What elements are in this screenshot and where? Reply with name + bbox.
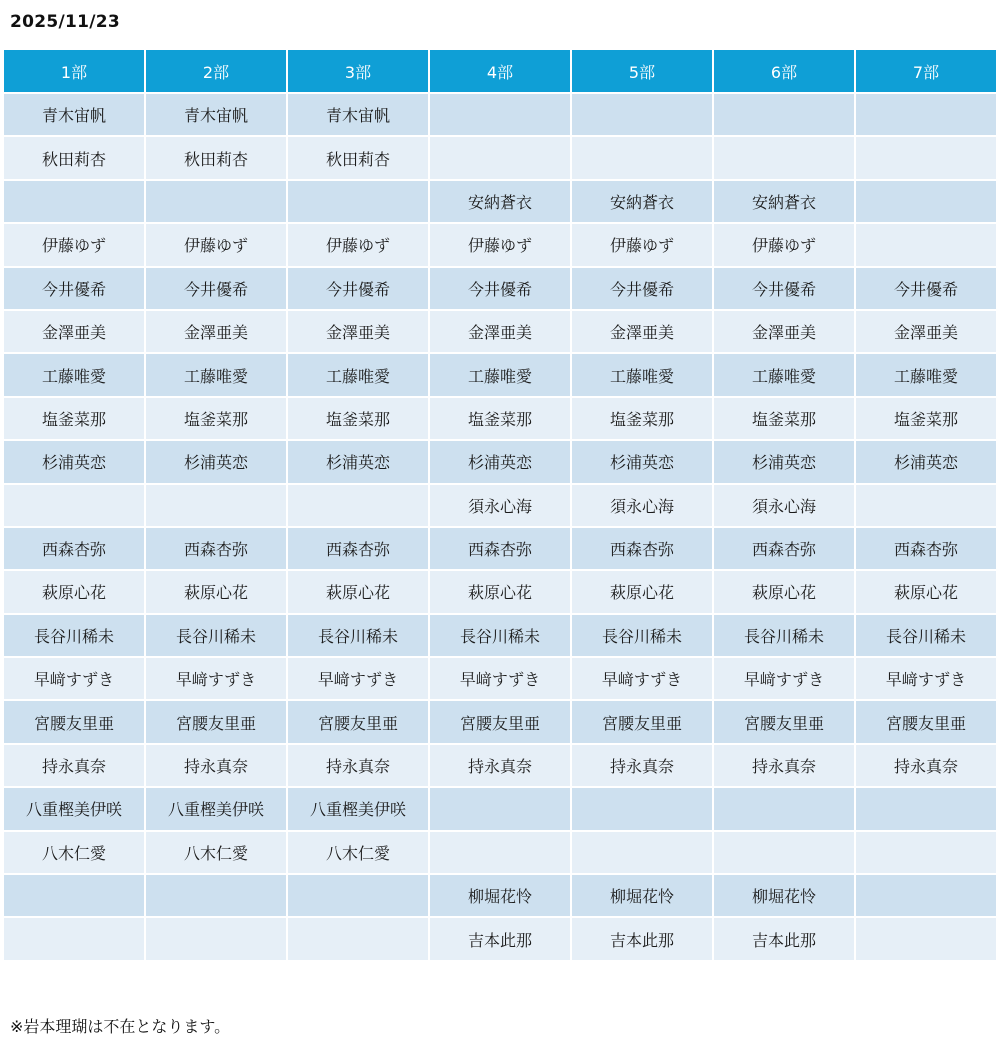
- member-cell: 秋田莉杏: [3, 136, 145, 179]
- column-header-5: 5部: [571, 49, 713, 93]
- member-cell: [855, 787, 997, 830]
- member-cell: 塩釜菜那: [145, 397, 287, 440]
- table-row: [3, 874, 997, 917]
- member-cell: 須永心海: [571, 484, 713, 527]
- member-cell: 長谷川稀未: [713, 614, 855, 657]
- member-cell: 八木仁愛: [3, 831, 145, 874]
- member-cell: 伊藤ゆず: [713, 223, 855, 266]
- member-cell: 秋田莉杏: [145, 136, 287, 179]
- table-row: [3, 831, 997, 874]
- table-row: [3, 787, 997, 830]
- member-cell: 持永真奈: [571, 744, 713, 787]
- member-cell: [429, 787, 571, 830]
- member-cell: 杉浦英恋: [713, 440, 855, 483]
- member-cell: 安納蒼衣: [429, 180, 571, 223]
- member-cell: 早﨑すずき: [429, 657, 571, 700]
- member-cell: [287, 917, 429, 960]
- table-row: [3, 657, 997, 700]
- member-cell: 萩原心花: [571, 570, 713, 613]
- member-cell: 伊藤ゆず: [3, 223, 145, 266]
- member-cell: 金澤亜美: [571, 310, 713, 353]
- member-cell: 塩釜菜那: [571, 397, 713, 440]
- member-cell: 萩原心花: [855, 570, 997, 613]
- member-cell: 杉浦英恋: [145, 440, 287, 483]
- member-cell: 塩釜菜那: [3, 397, 145, 440]
- member-cell: [855, 917, 997, 960]
- member-cell: 宮腰友里亜: [145, 700, 287, 743]
- member-cell: 安納蒼衣: [571, 180, 713, 223]
- member-cell: 宮腰友里亜: [713, 700, 855, 743]
- table-row: [3, 310, 997, 353]
- member-cell: 持永真奈: [713, 744, 855, 787]
- member-cell: 青木宙帆: [145, 93, 287, 136]
- member-cell: [571, 136, 713, 179]
- member-cell: 杉浦英恋: [429, 440, 571, 483]
- member-cell: 工藤唯愛: [145, 353, 287, 396]
- member-cell: 塩釜菜那: [855, 397, 997, 440]
- absence-note: ※岩本理瑚は不在となります。: [10, 1017, 231, 1036]
- member-cell: 伊藤ゆず: [287, 223, 429, 266]
- member-cell: 金澤亜美: [713, 310, 855, 353]
- member-cell: 杉浦英恋: [287, 440, 429, 483]
- member-cell: [713, 93, 855, 136]
- member-cell: 今井優希: [713, 267, 855, 310]
- member-cell: 早﨑すずき: [571, 657, 713, 700]
- member-cell: [713, 787, 855, 830]
- member-cell: 萩原心花: [145, 570, 287, 613]
- member-cell: 西森杏弥: [145, 527, 287, 570]
- member-cell: 持永真奈: [429, 744, 571, 787]
- table-row: [3, 440, 997, 483]
- table-body: [3, 93, 997, 961]
- member-cell: 西森杏弥: [287, 527, 429, 570]
- column-header-1: 1部: [3, 49, 145, 93]
- table-row: [3, 267, 997, 310]
- schedule-date: 2025/11/23: [10, 12, 121, 32]
- member-cell: 伊藤ゆず: [571, 223, 713, 266]
- member-cell: 持永真奈: [3, 744, 145, 787]
- member-cell: 持永真奈: [287, 744, 429, 787]
- member-cell: [287, 484, 429, 527]
- member-cell: [3, 874, 145, 917]
- member-cell: 長谷川稀未: [855, 614, 997, 657]
- member-cell: [855, 93, 997, 136]
- member-cell: [287, 180, 429, 223]
- member-cell: [571, 787, 713, 830]
- member-cell: [855, 831, 997, 874]
- member-cell: 杉浦英恋: [855, 440, 997, 483]
- member-cell: 工藤唯愛: [3, 353, 145, 396]
- member-cell: [855, 484, 997, 527]
- member-cell: 宮腰友里亜: [287, 700, 429, 743]
- member-cell: 青木宙帆: [287, 93, 429, 136]
- member-cell: 西森杏弥: [855, 527, 997, 570]
- member-cell: 金澤亜美: [429, 310, 571, 353]
- member-cell: 工藤唯愛: [713, 353, 855, 396]
- member-cell: 今井優希: [287, 267, 429, 310]
- member-cell: 伊藤ゆず: [429, 223, 571, 266]
- member-cell: 宮腰友里亜: [571, 700, 713, 743]
- member-cell: [145, 180, 287, 223]
- member-cell: 今井優希: [3, 267, 145, 310]
- table-row: [3, 700, 997, 743]
- member-cell: [145, 917, 287, 960]
- member-cell: 青木宙帆: [3, 93, 145, 136]
- member-cell: 伊藤ゆず: [145, 223, 287, 266]
- table-row: [3, 93, 997, 136]
- member-cell: 秋田莉杏: [287, 136, 429, 179]
- member-cell: 宮腰友里亜: [3, 700, 145, 743]
- table-row: [3, 484, 997, 527]
- member-cell: 塩釜菜那: [713, 397, 855, 440]
- member-cell: [3, 917, 145, 960]
- member-cell: 長谷川稀未: [429, 614, 571, 657]
- table-row: [3, 744, 997, 787]
- member-cell: 柳堀花怜: [429, 874, 571, 917]
- member-cell: [429, 93, 571, 136]
- member-cell: 柳堀花怜: [713, 874, 855, 917]
- member-cell: 早﨑すずき: [3, 657, 145, 700]
- column-header-3: 3部: [287, 49, 429, 93]
- member-cell: 八木仁愛: [287, 831, 429, 874]
- member-cell: 吉本此那: [429, 917, 571, 960]
- member-cell: 今井優希: [429, 267, 571, 310]
- member-cell: 吉本此那: [713, 917, 855, 960]
- member-cell: 西森杏弥: [713, 527, 855, 570]
- member-cell: 早﨑すずき: [287, 657, 429, 700]
- member-cell: 杉浦英恋: [3, 440, 145, 483]
- member-cell: 八木仁愛: [145, 831, 287, 874]
- member-cell: 金澤亜美: [287, 310, 429, 353]
- member-cell: 早﨑すずき: [145, 657, 287, 700]
- member-cell: [855, 180, 997, 223]
- member-cell: [145, 874, 287, 917]
- member-cell: 八重樫美伊咲: [3, 787, 145, 830]
- member-cell: 長谷川稀未: [571, 614, 713, 657]
- member-cell: 萩原心花: [429, 570, 571, 613]
- member-cell: 萩原心花: [3, 570, 145, 613]
- column-header-4: 4部: [429, 49, 571, 93]
- column-header-2: 2部: [145, 49, 287, 93]
- table-row: [3, 614, 997, 657]
- member-cell: 吉本此那: [571, 917, 713, 960]
- member-cell: 金澤亜美: [145, 310, 287, 353]
- table-row: [3, 527, 997, 570]
- member-cell: 須永心海: [713, 484, 855, 527]
- member-cell: [571, 831, 713, 874]
- member-cell: 今井優希: [145, 267, 287, 310]
- member-cell: 長谷川稀未: [145, 614, 287, 657]
- member-cell: 早﨑すずき: [713, 657, 855, 700]
- member-cell: [855, 874, 997, 917]
- member-cell: [855, 223, 997, 266]
- member-cell: 持永真奈: [145, 744, 287, 787]
- member-cell: 塩釜菜那: [287, 397, 429, 440]
- member-cell: 安納蒼衣: [713, 180, 855, 223]
- member-cell: 今井優希: [571, 267, 713, 310]
- member-cell: 宮腰友里亜: [855, 700, 997, 743]
- member-cell: 工藤唯愛: [571, 353, 713, 396]
- member-cell: [571, 93, 713, 136]
- member-cell: 金澤亜美: [855, 310, 997, 353]
- member-cell: 西森杏弥: [571, 527, 713, 570]
- column-header-7: 7部: [855, 49, 997, 93]
- member-cell: 萩原心花: [713, 570, 855, 613]
- member-cell: 金澤亜美: [3, 310, 145, 353]
- table-row: [3, 917, 997, 960]
- table-row: [3, 353, 997, 396]
- member-cell: [713, 136, 855, 179]
- member-cell: [713, 831, 855, 874]
- member-cell: 八重樫美伊咲: [145, 787, 287, 830]
- member-cell: [145, 484, 287, 527]
- member-cell: 宮腰友里亜: [429, 700, 571, 743]
- member-cell: [287, 874, 429, 917]
- table-row: [3, 136, 997, 179]
- member-cell: [3, 180, 145, 223]
- table-row: [3, 570, 997, 613]
- member-cell: 西森杏弥: [3, 527, 145, 570]
- member-cell: 長谷川稀未: [3, 614, 145, 657]
- member-cell: 工藤唯愛: [429, 353, 571, 396]
- table-row: [3, 223, 997, 266]
- member-cell: 工藤唯愛: [855, 353, 997, 396]
- member-cell: 早﨑すずき: [855, 657, 997, 700]
- member-cell: 今井優希: [855, 267, 997, 310]
- member-cell: [855, 136, 997, 179]
- table-row: [3, 397, 997, 440]
- member-cell: 萩原心花: [287, 570, 429, 613]
- member-cell: [3, 484, 145, 527]
- member-cell: [429, 136, 571, 179]
- schedule-table: [2, 48, 998, 962]
- member-cell: 八重樫美伊咲: [287, 787, 429, 830]
- member-cell: 西森杏弥: [429, 527, 571, 570]
- member-cell: 杉浦英恋: [571, 440, 713, 483]
- member-cell: 須永心海: [429, 484, 571, 527]
- member-cell: 柳堀花怜: [571, 874, 713, 917]
- member-cell: 持永真奈: [855, 744, 997, 787]
- header-row: [3, 49, 997, 93]
- member-cell: 工藤唯愛: [287, 353, 429, 396]
- member-cell: 長谷川稀未: [287, 614, 429, 657]
- member-cell: 塩釜菜那: [429, 397, 571, 440]
- table-row: [3, 180, 997, 223]
- member-cell: [429, 831, 571, 874]
- column-header-6: 6部: [713, 49, 855, 93]
